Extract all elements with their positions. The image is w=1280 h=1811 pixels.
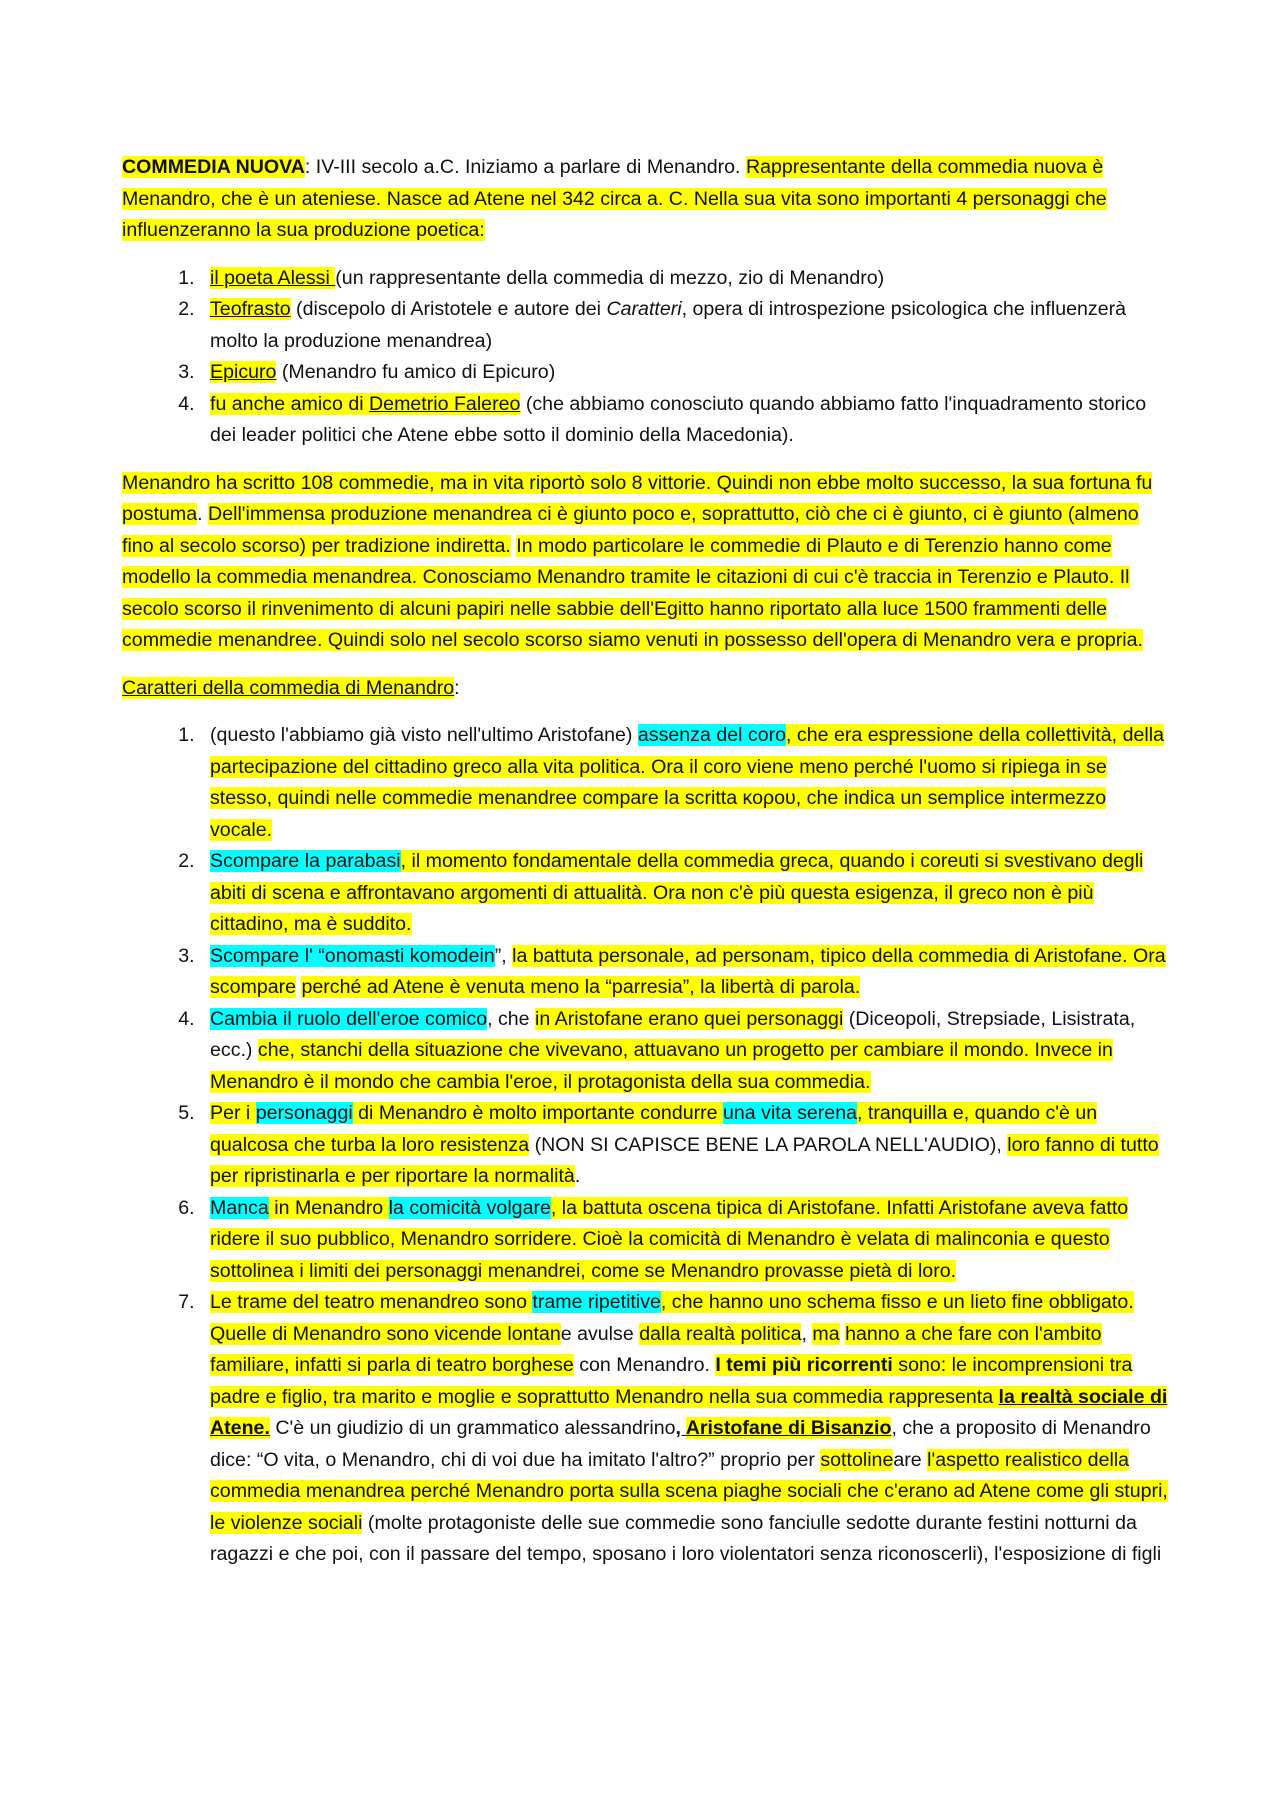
list-item: 4. fu anche amico di Demetrio Falereo (che abbiamo conosciuto quando abbiamo fatto l'inquadramento storico dei leader politici che Atene ebbe sotto il dominio della Macedonia). [200,389,1170,452]
section-heading-caratteri: Caratteri della commedia di Menandro: [122,676,460,699]
list-item: 4. Cambia il ruolo dell'eroe comico, che in Aristofane erano quei personaggi (Diceopoli, Strepsiade, Lisistrata, ecc.) che, stanchi della situazione che vivevano, attuavano un progetto per cambiare il mondo. Invece in Menandro è il mondo che cambia l'eroe, il protagonista della sua commedia. [200,1004,1170,1099]
list-item: 7. Le trame del teatro menandreo sono trame ripetitive, che hanno uno schema fisso e un lieto fine obbligato. Quelle di Menandro sono vicende lontane avulse dalla realtà politica, ma hanno a che fare con l'ambito familiare, infatti si parla di teatro borghese con Menandro. I temi più ricorrenti sono: le incomprensioni tra padre e figlio, tra marito e moglie e soprattutto Menandro nella sua commedia rappresenta la realtà sociale di Atene. C'è un giudizio di un grammatico alessandrino, Aristofane di Bisanzio, che a proposito di Menandro dice: “O vita, o Menandro, chi di voi due ha imitato l'altro?” proprio per sottolineare l'aspetto realistico della commedia menandrea perché Menandro porta sulla scena piaghe sociali che c'erano ad Atene come gli stupri, le violenze sociali (molte protagoniste delle sue commedie sono fanciulle sedotte durante festini notturni da ragazzi e che poi, con il passare del tempo, sposano i loro violentatori senza riconoscerli), l'esposizione di figli [200,1287,1170,1571]
list-item: 6. Manca in Menandro la comicità volgare, la battuta oscena tipica di Aristofane. Infatti Aristofane aveva fatto ridere il suo pubblico, Menandro sorridere. Cioè la comicità di Menandro è velata di malinconia e questo sottolinea i limiti dei personaggi menandrei, come se Menandro provasse pietà di loro. [200,1193,1170,1288]
list-item: 3. Scompare l' “onomasti komodein”, la battuta personale, ad personam, tipico della commedia di Aristofane. Ora scompare perché ad Atene è venuta meno la “parresia”, la libertà di parola. [200,941,1170,1004]
list-item: 5. Per i personaggi di Menandro è molto importante condurre una vita serena, tranquilla e, quando c'è un qualcosa che turba la loro resistenza (NON SI CAPISCE BENE LA PAROLA NELL'AUDIO), loro fanno di tutto per ripristinarla e per riportare la normalità. [200,1098,1170,1193]
intro-paragraph: COMMEDIA NUOVA: IV-III secolo a.C. Iniziamo a parlare di Menandro. Rappresentante della commedia nuova è Menandro, che è un ateniese. Nasce ad Atene nel 342 circa a. C. Nella sua vita sono importanti 4 personaggi che influenzeranno la sua produzione poetica: [122,156,1107,241]
document-page [122,152,1170,1587]
characteristics-list [122,720,1170,1571]
list-item: 1. il poeta Alessi (un rappresentante della commedia di mezzo, zio di Menandro) [200,263,1170,295]
menandro-fortune-paragraph: Menandro ha scritto 108 commedie, ma in vita riportò solo 8 vittorie. Quindi non ebbe molto successo, la sua fortuna fu postuma. Dell'immensa produzione menandrea ci è giunto poco e, soprattutto, ciò che ci è giunto, ci è giunto (almeno fino al secolo scorso) per tradizione indiretta. In modo particolare le commedie di Plauto e di Terenzio hanno come modello la commedia menandrea. Conosciamo Menandro tramite le citazioni di cui c'è traccia in Terenzio e Plauto. Il secolo scorso il rinvenimento di alcuni papiri nelle sabbie dell'Egitto hanno riportato alla luce 1500 frammenti delle commedie menandree. Quindi solo nel secolo scorso siamo venuti in possesso dell'opera di Menandro vera e propria. [122,471,1153,651]
influences-list [122,263,1170,452]
list-item: 2. Scompare la parabasi, il momento fondamentale della commedia greca, quando i coreuti si svestivano degli abiti di scena e affrontavano argomenti di attualità. Ora non c'è più questa esigenza, il greco non è più cittadino, ma è suddito. [200,846,1170,941]
section-heading-commedia-nuova: COMMEDIA NUOVA [122,156,305,178]
list-item: 3. Epicuro (Menandro fu amico di Epicuro) [200,357,1170,389]
list-item: 1. (questo l'abbiamo già visto nell'ultimo Aristofane) assenza del coro, che era espressione della collettività, della partecipazione del cittadino greco alla vita politica. Ora il coro viene meno perché l'uomo si ripiega in se stesso, quindi nelle commedie menandree compare la scritta κορου, che indica un semplice intermezzo vocale. [200,720,1170,846]
list-item: 2. Teofrasto (discepolo di Aristotele e autore dei Caratteri, opera di introspezione psicologica che influenzerà molto la produzione menandrea) [200,294,1170,357]
